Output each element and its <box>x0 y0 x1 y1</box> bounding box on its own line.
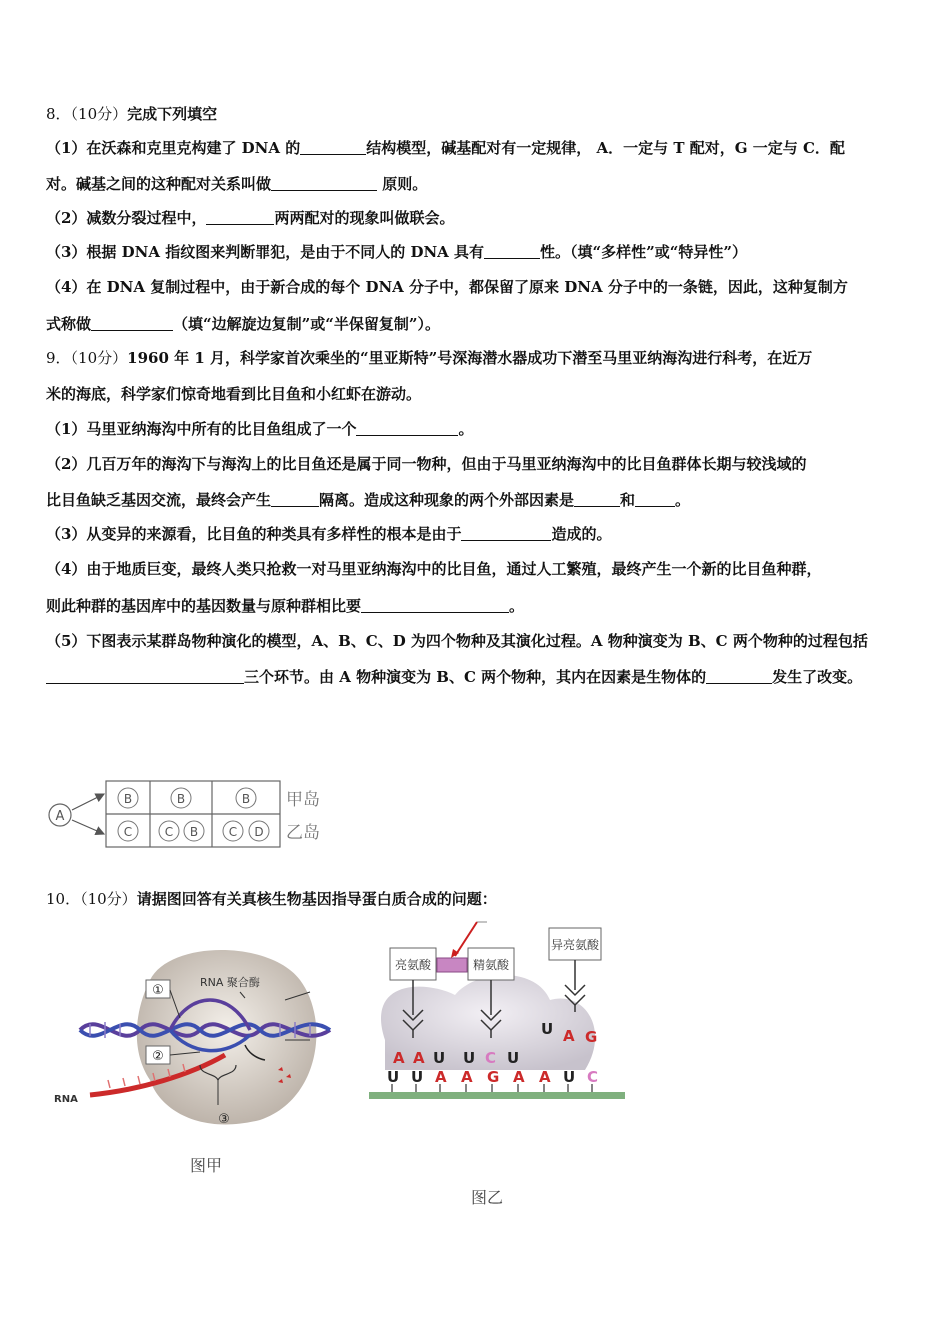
translation-diagram <box>365 920 630 1110</box>
answer-blank[interactable] <box>484 244 540 259</box>
answer-blank[interactable] <box>361 598 509 613</box>
q9-part5-line2: 三个环节。由 A 物种演变为 B、C 两个物种，其内在因素是生物体的 发生了改变。 <box>46 666 862 687</box>
base-label: A <box>539 1068 551 1086</box>
rna-polymerase-label: RNA 聚合酶 <box>200 976 260 989</box>
base-label: U <box>563 1068 576 1086</box>
q9-part4-line1: （4）由于地质巨变，最终人类只抢救一对马里亚纳海沟中的比目鱼，通过人工繁殖，最终产生一个新的比目鱼种群， <box>46 560 822 578</box>
q8-part4-line1: （4）在 DNA 复制过程中，由于新合成的每个 DNA 分子中，都保留了原来 DNA 分子中的一条链，因此，这种复制方 <box>46 278 848 296</box>
base-label: U <box>387 1068 400 1086</box>
base-label: U <box>541 1020 554 1038</box>
species-label: B <box>176 792 186 806</box>
q9-part2-line1: （2）几百万年的海沟下与海沟上的比目鱼还是属于同一物种，但由于马里亚纳海沟中的比目鱼群体长期与较浅域的 <box>46 455 807 473</box>
transcription-diagram <box>50 940 340 1130</box>
species-label: B <box>189 825 199 839</box>
q8-heading: 8．（10分）完成下列填空 <box>46 105 218 123</box>
amino-acid-label: 亮氨酸 <box>394 958 432 972</box>
q8-part1-line2: 对。碱基之间的这种配对关系叫做 原则。 <box>46 175 428 193</box>
base-label: C <box>485 1049 497 1067</box>
base-label: U <box>507 1049 520 1067</box>
species-label: A <box>55 809 65 824</box>
label-3: ③ <box>218 1112 230 1127</box>
label-1: ① <box>152 983 164 998</box>
answer-blank[interactable] <box>271 492 319 507</box>
species-label: B <box>123 792 133 806</box>
species-label: C <box>228 825 238 839</box>
q8-part4-line2: 式称做 （填“边解旋边复制”或“半保留复制”）。 <box>46 315 441 333</box>
answer-blank[interactable] <box>635 492 675 507</box>
base-label: G <box>487 1068 500 1086</box>
base-label: U <box>433 1049 446 1067</box>
rna-label: RNA <box>54 1094 78 1105</box>
amino-acid-label: 异亮氨酸 <box>550 938 600 952</box>
q9-heading-line2: 米的海底，科学家们惊奇地看到比目鱼和小红虾在游动。 <box>46 385 422 403</box>
arrow-to-island2 <box>72 820 104 834</box>
answer-blank[interactable] <box>706 669 772 684</box>
label-2: ② <box>152 1049 164 1064</box>
q10-heading: 10．（10分）请据图回答有关真核生物基因指导蛋白质合成的问题： <box>46 890 497 908</box>
answer-blank[interactable] <box>574 492 620 507</box>
base-label: U <box>463 1049 476 1067</box>
q9-heading: 9．（10分）1960 年 1 月，科学家首次乘坐的“里亚斯特”号深海潜水器成功下潜至马里亚纳海沟进行科考，在近万 <box>46 349 813 367</box>
base-label: A <box>413 1049 425 1067</box>
species-label: C <box>164 825 174 839</box>
base-label: A <box>393 1049 405 1067</box>
q9-part5-line1: （5）下图表示某群岛物种演化的模型，A、B、C、D 为四个物种及其演化过程。A 物种演变为 B、C 两个物种的过程包括 <box>46 632 868 650</box>
figure-b-caption: 图乙 <box>471 1188 504 1207</box>
answer-blank[interactable] <box>461 526 551 541</box>
answer-blank[interactable] <box>271 176 377 191</box>
base-label: G <box>585 1028 598 1046</box>
island2-label: 乙岛 <box>286 823 320 843</box>
q9-part2-line2: 比目鱼缺乏基因交流，最终会产生 隔离。造成这种现象的两个外部因素是 和 。 <box>46 491 691 509</box>
arrow-to-island1 <box>72 794 104 810</box>
peptide-bond <box>437 958 467 972</box>
q9-part1: （1）马里亚纳海沟中所有的比目鱼组成了一个 。 <box>46 420 474 438</box>
answer-blank[interactable] <box>206 210 274 225</box>
base-label: A <box>461 1068 473 1086</box>
q9-part4-line2: 则此种群的基因库中的基因数量与原种群相比要 。 <box>46 597 525 615</box>
answer-blank[interactable] <box>356 421 458 436</box>
base-label: A <box>563 1027 575 1045</box>
species-label: C <box>123 825 133 839</box>
island-speciation-diagram <box>44 778 334 850</box>
base-label: U <box>411 1068 424 1086</box>
mrna-strand <box>369 1092 625 1099</box>
amino-acid-label: 精氨酸 <box>472 958 510 972</box>
q8-part3: （3）根据 DNA 指纹图来判断罪犯，是由于不同人的 DNA 具有 性。（填“多样性”或“特异性”） <box>46 243 748 261</box>
base-label: A <box>435 1068 447 1086</box>
answer-blank[interactable] <box>300 140 366 155</box>
q9-part3: （3）从变异的来源看，比目鱼的种类具有多样性的根本是由于 造成的。 <box>46 525 612 543</box>
base-label: C <box>587 1068 599 1086</box>
species-label: D <box>254 825 264 839</box>
figure-a-caption: 图甲 <box>190 1156 223 1175</box>
q8-part2: （2）减数分裂过程中， 两两配对的现象叫做联会。 <box>46 209 455 227</box>
island1-label: 甲岛 <box>286 790 320 810</box>
base-label: A <box>513 1068 525 1086</box>
answer-blank[interactable] <box>46 669 244 684</box>
answer-blank[interactable] <box>91 316 173 331</box>
species-label: B <box>241 792 251 806</box>
q8-part1-line1: （1）在沃森和克里克构建了 DNA 的 结构模型，碱基配对有一定规律， A．一定与 T 配对，G 一定与 C．配 <box>46 139 845 157</box>
